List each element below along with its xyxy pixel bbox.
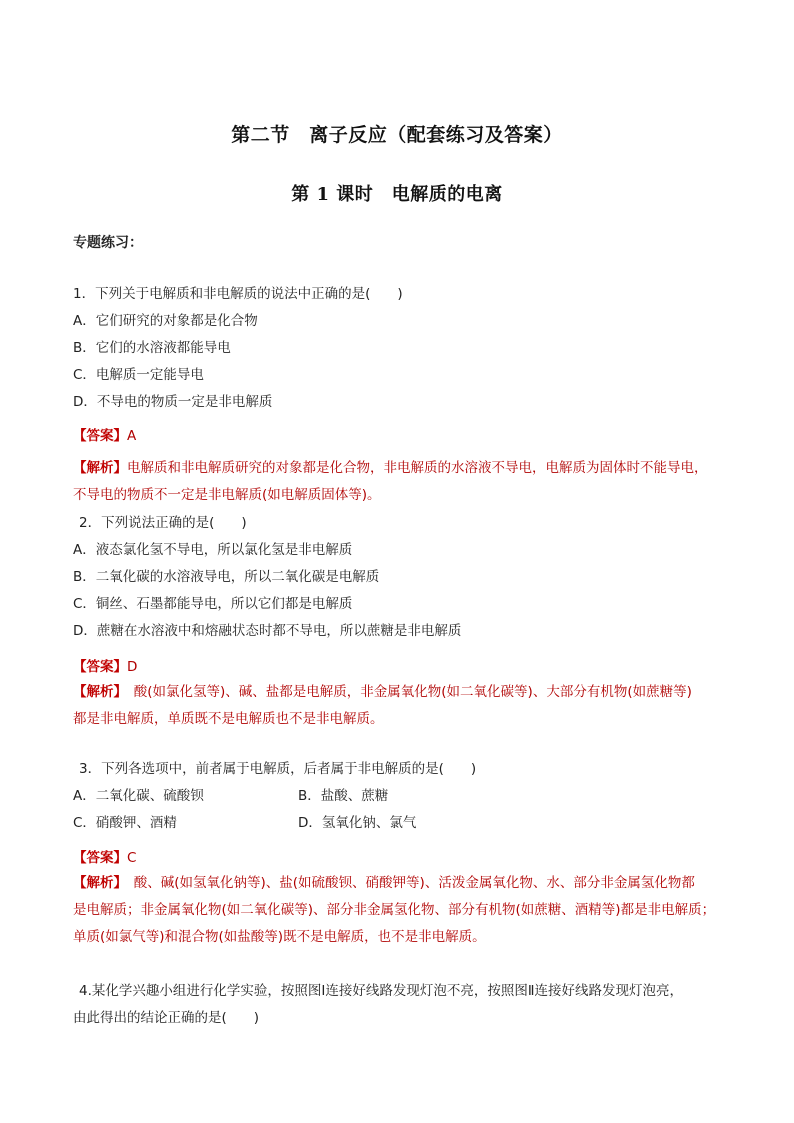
question-1-analysis — [73, 455, 733, 509]
question-3-option-d: D．氢氧化钠、氯气 — [298, 815, 417, 831]
question-3-option-c: C．硝酸钾、酒精 — [73, 815, 177, 831]
answer-tag: 【答案】 — [73, 850, 127, 866]
question-1-answer — [73, 426, 136, 446]
question-4-stem-continued: 由此得出的结论正确的是( ) — [73, 1010, 260, 1026]
question-3-analysis — [73, 870, 733, 951]
question-2-option-b: B．二氧化碳的水溶液导电，所以二氧化碳是电解质 — [73, 569, 380, 585]
analysis-text: 是电解质；非金属氧化物(如二氧化碳等)、部分非金属氢化物、部分有机物(如蔗糖、酒精等)都是非电解质； — [73, 902, 716, 918]
question-3-answer — [73, 848, 136, 868]
question-2-option-a: A．液态氯化氢不导电，所以氯化氢是非电解质 — [73, 542, 353, 558]
analysis-text: 不导电的物质不一定是非电解质(如电解质固体等)。 — [73, 487, 381, 503]
answer-value: D — [127, 659, 138, 675]
question-1-stem: 1．下列关于电解质和非电解质的说法中正确的是( ) — [73, 286, 403, 302]
question-3-option-a: A．二氧化碳、硫酸钡 — [73, 788, 204, 804]
question-3-stem: 3．下列各选项中，前者属于电解质，后者属于非电解质的是( ) — [79, 761, 477, 777]
question-2-stem: 2．下列说法正确的是( ) — [79, 515, 247, 531]
question-2-option-d: D．蔗糖在水溶液中和熔融状态时都不导电，所以蔗糖是非电解质 — [73, 623, 462, 639]
answer-tag: 【答案】 — [73, 428, 127, 444]
question-1-option-a: A．它们研究的对象都是化合物 — [73, 313, 258, 329]
question-2-analysis — [73, 679, 733, 733]
analysis-text: 酸、碱(如氢氧化钠等)、盐(如硫酸钡、硝酸钾等)、活泼金属氧化物、水、部分非金属氢化物都 — [120, 875, 695, 891]
analysis-text: 电解质和非电解质研究的对象都是化合物，非电解质的水溶液不导电，电解质为固体时不能导电， — [127, 460, 708, 476]
analysis-tag: 【解析】 — [73, 875, 121, 891]
analysis-tag: 【解析】 — [73, 460, 127, 476]
question-1-option-b: B．它们的水溶液都能导电 — [73, 340, 231, 356]
question-2-option-c: C．铜丝、石墨都能导电，所以它们都是电解质 — [73, 596, 353, 612]
question-1-option-c: C．电解质一定能导电 — [73, 367, 204, 383]
analysis-tag: 【解析】 — [73, 684, 121, 700]
question-1-option-d: D．不导电的物质一定是非电解质 — [73, 394, 273, 410]
answer-value: A — [127, 428, 137, 444]
analysis-text: 都是非电解质，单质既不是电解质也不是非电解质。 — [73, 711, 384, 727]
question-4-stem: 4.某化学兴趣小组进行化学实验，按照图Ⅰ连接好线路发现灯泡不亮，按照图Ⅱ连接好线路发现灯泡亮， — [79, 983, 684, 999]
answer-value: C — [127, 850, 137, 866]
analysis-text: 酸(如氯化氢等)、碱、盐都是电解质，非金属氧化物(如二氧化碳等)、大部分有机物(如蔗糖等) — [120, 684, 692, 700]
section-label: 专题练习： — [73, 235, 143, 251]
page-title: 第二节 离子反应（配套练习及答案） — [231, 124, 563, 146]
answer-tag: 【答案】 — [73, 659, 127, 675]
question-2-answer — [73, 657, 137, 677]
lesson-subtitle: 第 1 课时 电解质的电离 — [291, 184, 503, 205]
question-3-option-b: B．盐酸、蔗糖 — [298, 788, 389, 804]
analysis-text: 单质(如氯气等)和混合物(如盐酸等)既不是电解质，也不是非电解质。 — [73, 929, 486, 945]
